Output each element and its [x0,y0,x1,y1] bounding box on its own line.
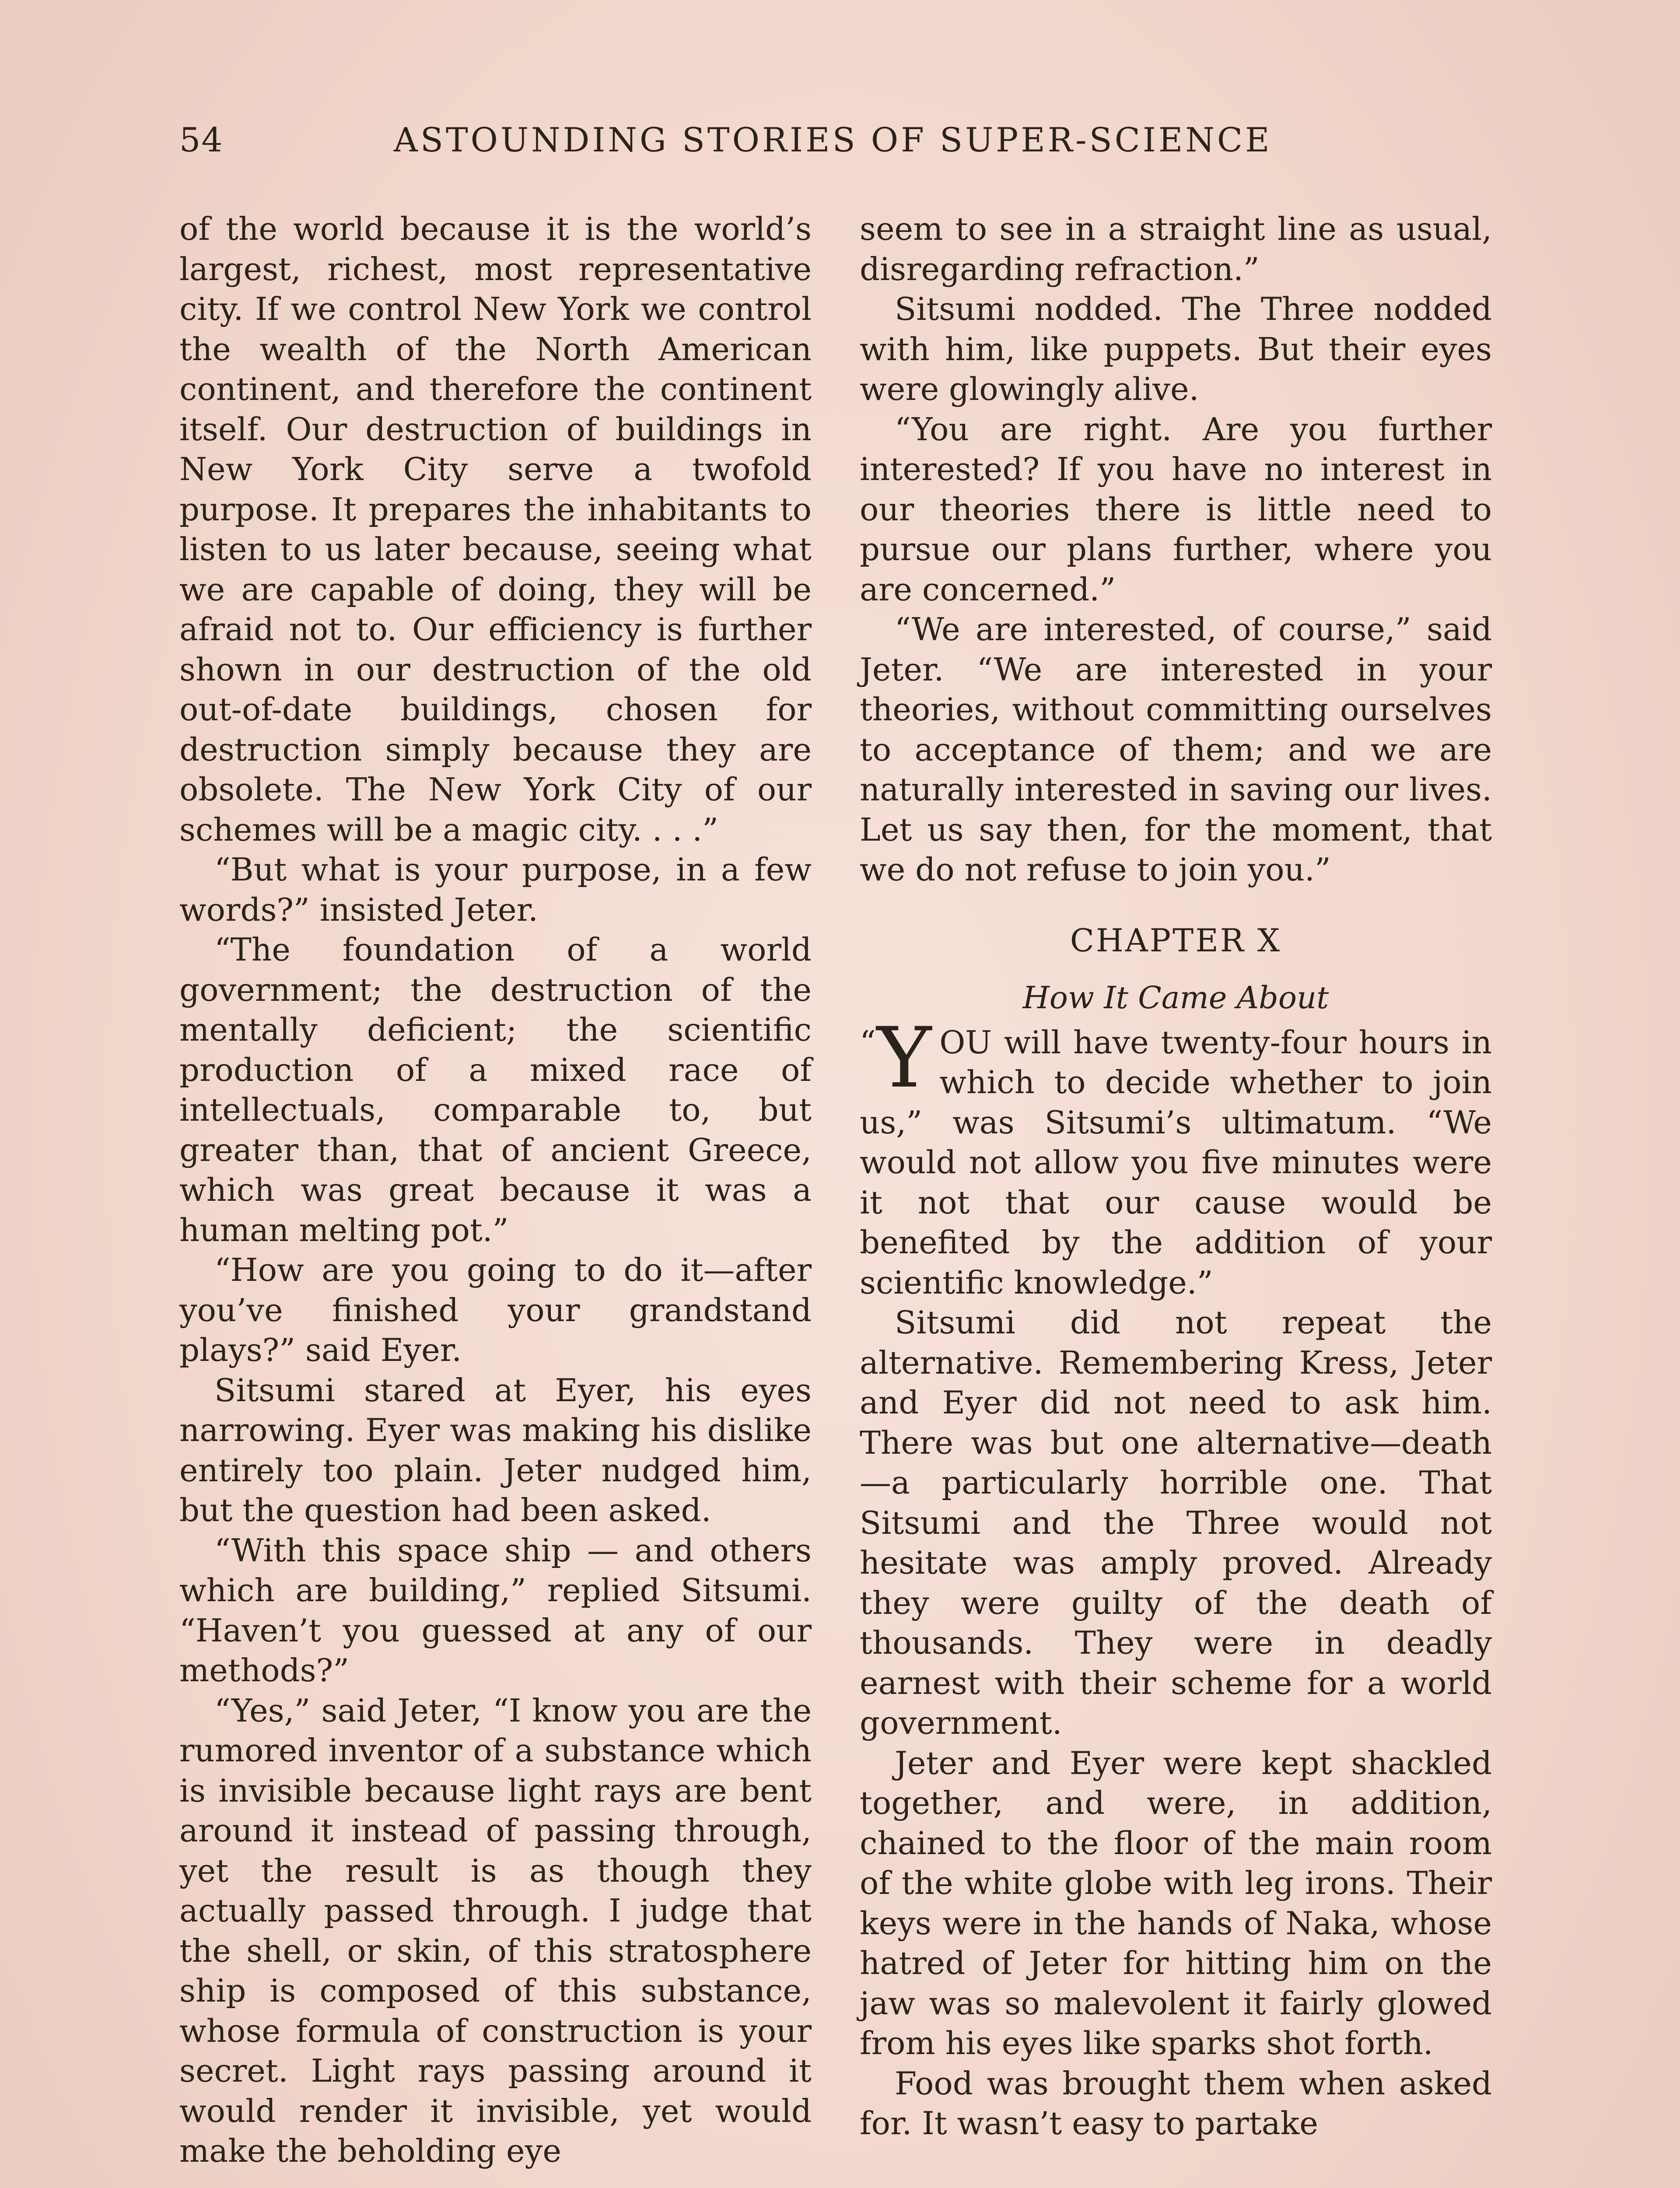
running-title: ASTOUNDING STORIES OF SUPER-SCIENCE [394,120,1272,159]
opening-paragraph-text: OU will have twenty-four hours in which to decide whether to join us,” was Sitsumi’s ultimatum. “We would not allow you five minutes were it not that our cause would be benefited by the addition of your scientific knowledge.” [860,1024,1492,1301]
left-column [179,209,812,2171]
page-number: 54 [179,120,224,159]
paragraph: Sitsumi stared at Eyer, his eyes narrowing. Eyer was making his dislike entirely too plain. Jeter nudged him, but the question had been asked. [179,1371,812,1529]
page-header [179,120,1330,173]
paragraph: “The foundation of a world government; the destruction of the mentally deficient; the scientific production of a mixed race of intellectuals, comparable to, but greater than, that of ancient Greece, which was great because it was a human melting pot.” [179,931,812,1248]
paragraph: “Yes,” said Jeter, “I know you are the rumored inventor of a substance which is invisible because light rays are bent around it instead of passing through, yet the result is as though they actually passed through. I judge that the shell, or skin, of this stratosphere ship is composed of this substance, whose formula of construction is your secret. Light rays passing around it would render it invisible, yet would make the beholding eye [179,1692,812,2169]
chapter-title: CHAPTER X [1070,922,1282,959]
paragraph: Food was brought them when asked for. It wasn’t easy to partake [860,2065,1492,2142]
paragraph: seem to see in a straight line as usual, disregarding refraction.” [860,210,1492,288]
paragraph: Jeter and Eyer were kept shackled together, and were, in addition, chained to the floor of the main room of the white globe with leg irons. Their keys were in the hands of Naka, whose hatred of Jeter for hitting him on the jaw was so malevolent it fairly glowed from his eyes like sparks shot forth. [860,1744,1492,2062]
right-column [860,209,1492,2144]
paragraph: of the world because it is the world’s largest, richest, most representative city. If we control New York we control the wealth of the North American continent, and therefore the continent itself. Our destruction of buildings in New York City serve a twofold purpose. It prepares the inhabitants to listen to us later because, seeing what we are capable of doing, they will be afraid not to. Our efficiency is further shown in our destruction of the old out-of-date buildings, chosen for destruction simply because they are obsolete. The New York City of our schemes will be a magic city. . . .” [179,210,812,848]
paragraph: Sitsumi did not repeat the alternative. Remembering Kress, Jeter and Eyer did not need to ask him. There was but one alternative—death—a particularly horrible one. That Sitsumi and the Three would not hesitate was amply proved. Already they were guilty of the death of thousands. They were in deadly earnest with their scheme for a world government. [860,1304,1492,1741]
paragraph: “With this space ship — and others which are building,” replied Sitsumi. “Haven’t you guessed at any of our methods?” [179,1532,812,1689]
dropcap-quote: “ [860,1024,876,1061]
paragraph: “You are right. Are you further interested? If you have no interest in our theories there is little need to pursue our plans further, where you are concerned.” [860,410,1492,608]
dropcap-letter: Y [876,1009,932,1106]
paragraph: “But what is your purpose, in a few words?” insisted Jeter. [179,851,812,928]
opening-paragraph [860,1009,1492,1303]
paragraph: “How are you going to do it—after you’ve finished your grandstand plays?” said Eyer. [179,1252,812,1368]
paragraph: “We are interested, of course,” said Jeter. “We are interested in your theories, without committing ourselves to acceptance of them; and we are naturally interested in saving our lives. Let us say then, for the moment, that we do not refuse to join you.” [860,611,1492,888]
chapter-subtitle: How It Came About [1022,980,1329,1016]
paragraph: Sitsumi nodded. The Three nodded with him, like puppets. But their eyes were glowingly alive. [860,291,1492,407]
